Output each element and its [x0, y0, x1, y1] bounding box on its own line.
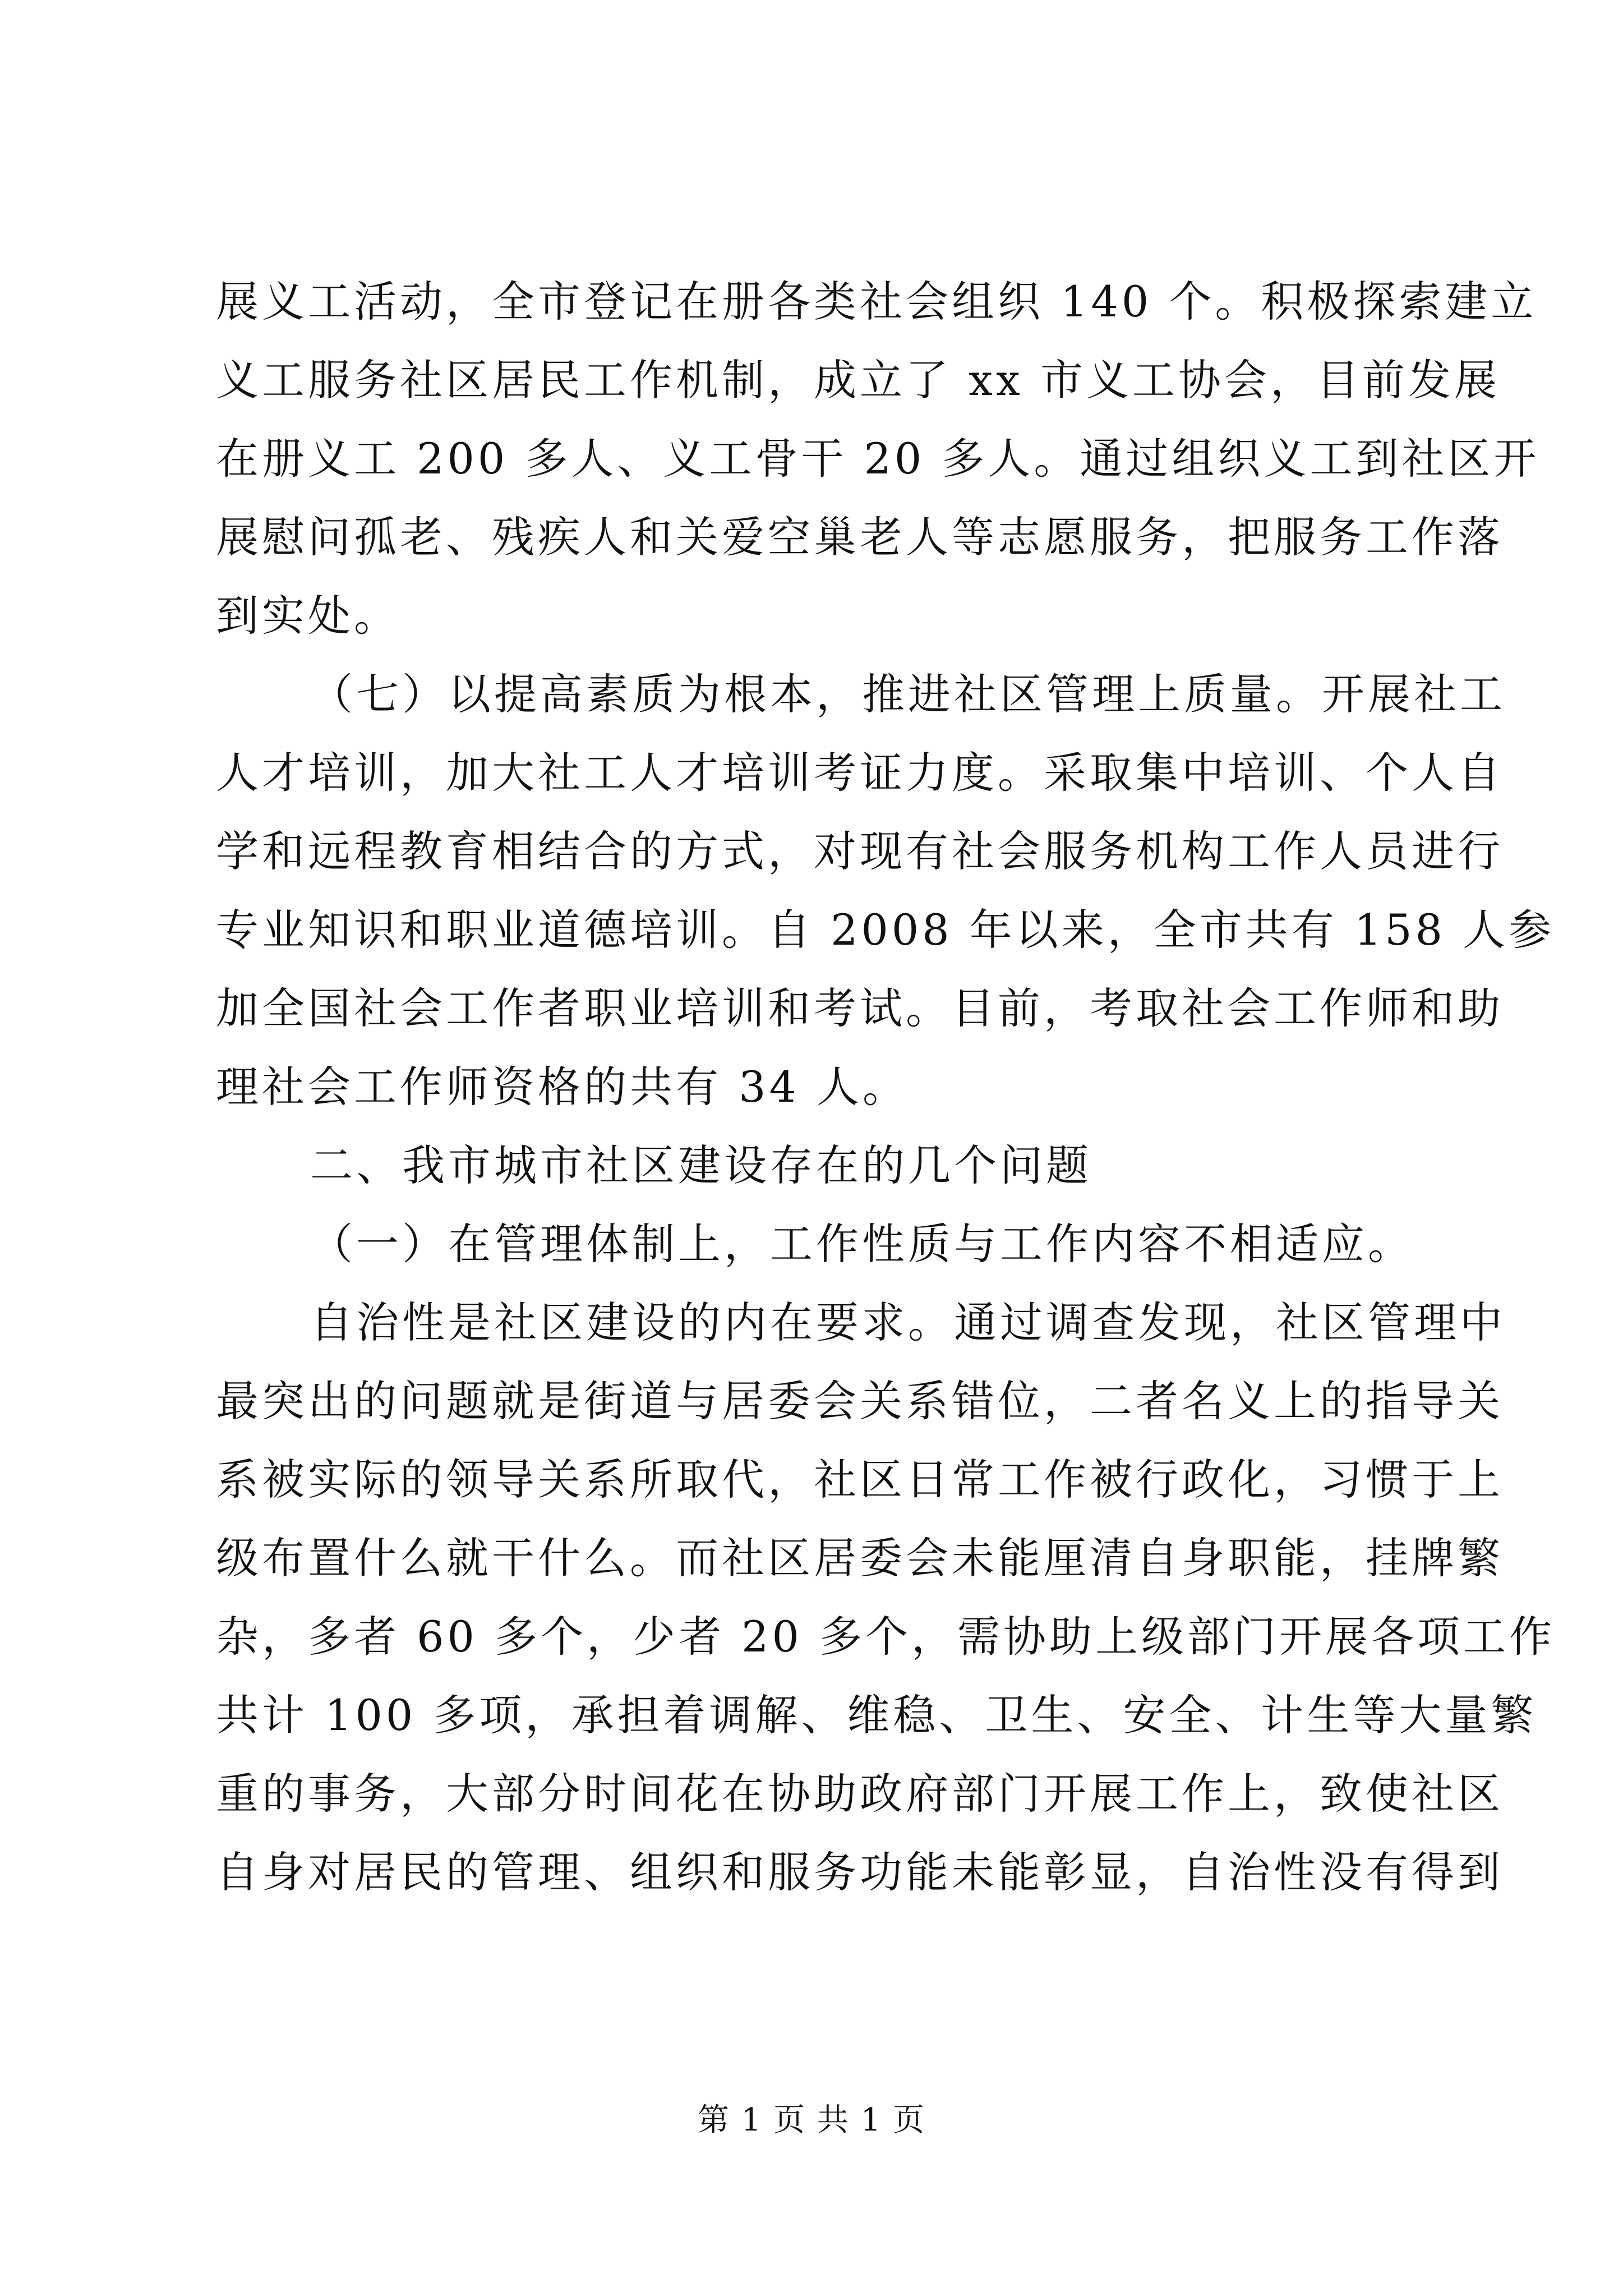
- paragraph-line: 杂，多者 60 多个，少者 20 多个，需协助上级部门开展各项工作: [216, 1612, 1556, 1662]
- page-number-label: 第 1 页 共 1 页: [697, 2102, 926, 2138]
- subsection-heading: （一）在管理体制上，工作性质与工作内容不相适应。: [310, 1219, 1414, 1269]
- paragraph-line: 人才培训，加大社工人才培训考证力度。采取集中培训、个人自: [216, 748, 1504, 798]
- paragraph-line: 级布置什么就干什么。而社区居委会未能厘清自身职能，挂牌繁: [216, 1533, 1504, 1583]
- paragraph-line: 自身对居民的管理、组织和服务功能未能彰显，自治性没有得到: [216, 1847, 1504, 1897]
- paragraph-line: 展慰问孤老、残疾人和关爱空巢老人等志愿服务，把服务工作落: [216, 512, 1504, 562]
- paragraph-line: 重的事务，大部分时间花在协助政府部门开展工作上，致使社区: [216, 1769, 1504, 1819]
- paragraph-line: 最突出的问题就是街道与居委会关系错位，二者名义上的指导关: [216, 1376, 1504, 1426]
- paragraph-line: 在册义工 200 多人、义工骨干 20 多人。通过组织义工到社区开: [216, 434, 1540, 484]
- section-seven-lead-line: （七）以提高素质为根本，推进社区管理上质量。开展社工: [310, 669, 1506, 719]
- page-footer: [0, 2098, 1623, 2143]
- paragraph-line: 展义工活动，全市登记在册各类社会组织 140 个。积极探索建立: [216, 277, 1537, 326]
- paragraph-line: 共计 100 多项，承担着调解、维稳、卫生、安全、计生等大量繁: [216, 1690, 1537, 1740]
- paragraph-line: 到实处。: [216, 591, 400, 641]
- paragraph-line: 学和远程教育相结合的方式，对现有社会服务机构工作人员进行: [216, 826, 1504, 876]
- paragraph-line: 理社会工作师资格的共有 34 人。: [216, 1062, 909, 1112]
- paragraph-line: 加全国社会工作者职业培训和考试。目前，考取社会工作师和助: [216, 983, 1504, 1033]
- section-heading: 二、我市城市社区建设存在的几个问题: [310, 1140, 1092, 1190]
- paragraph-lead-line: 自治性是社区建设的内在要求。通过调查发现，社区管理中: [310, 1297, 1506, 1347]
- paragraph-line: 义工服务社区居民工作机制，成立了 xx 市义工协会，目前发展: [216, 355, 1501, 405]
- document-body: [216, 263, 1556, 1912]
- paragraph-line: 专业知识和职业道德培训。自 2008 年以来，全市共有 158 人参: [216, 905, 1555, 955]
- paragraph-line: 系被实际的领导关系所取代，社区日常工作被行政化，习惯于上: [216, 1455, 1504, 1504]
